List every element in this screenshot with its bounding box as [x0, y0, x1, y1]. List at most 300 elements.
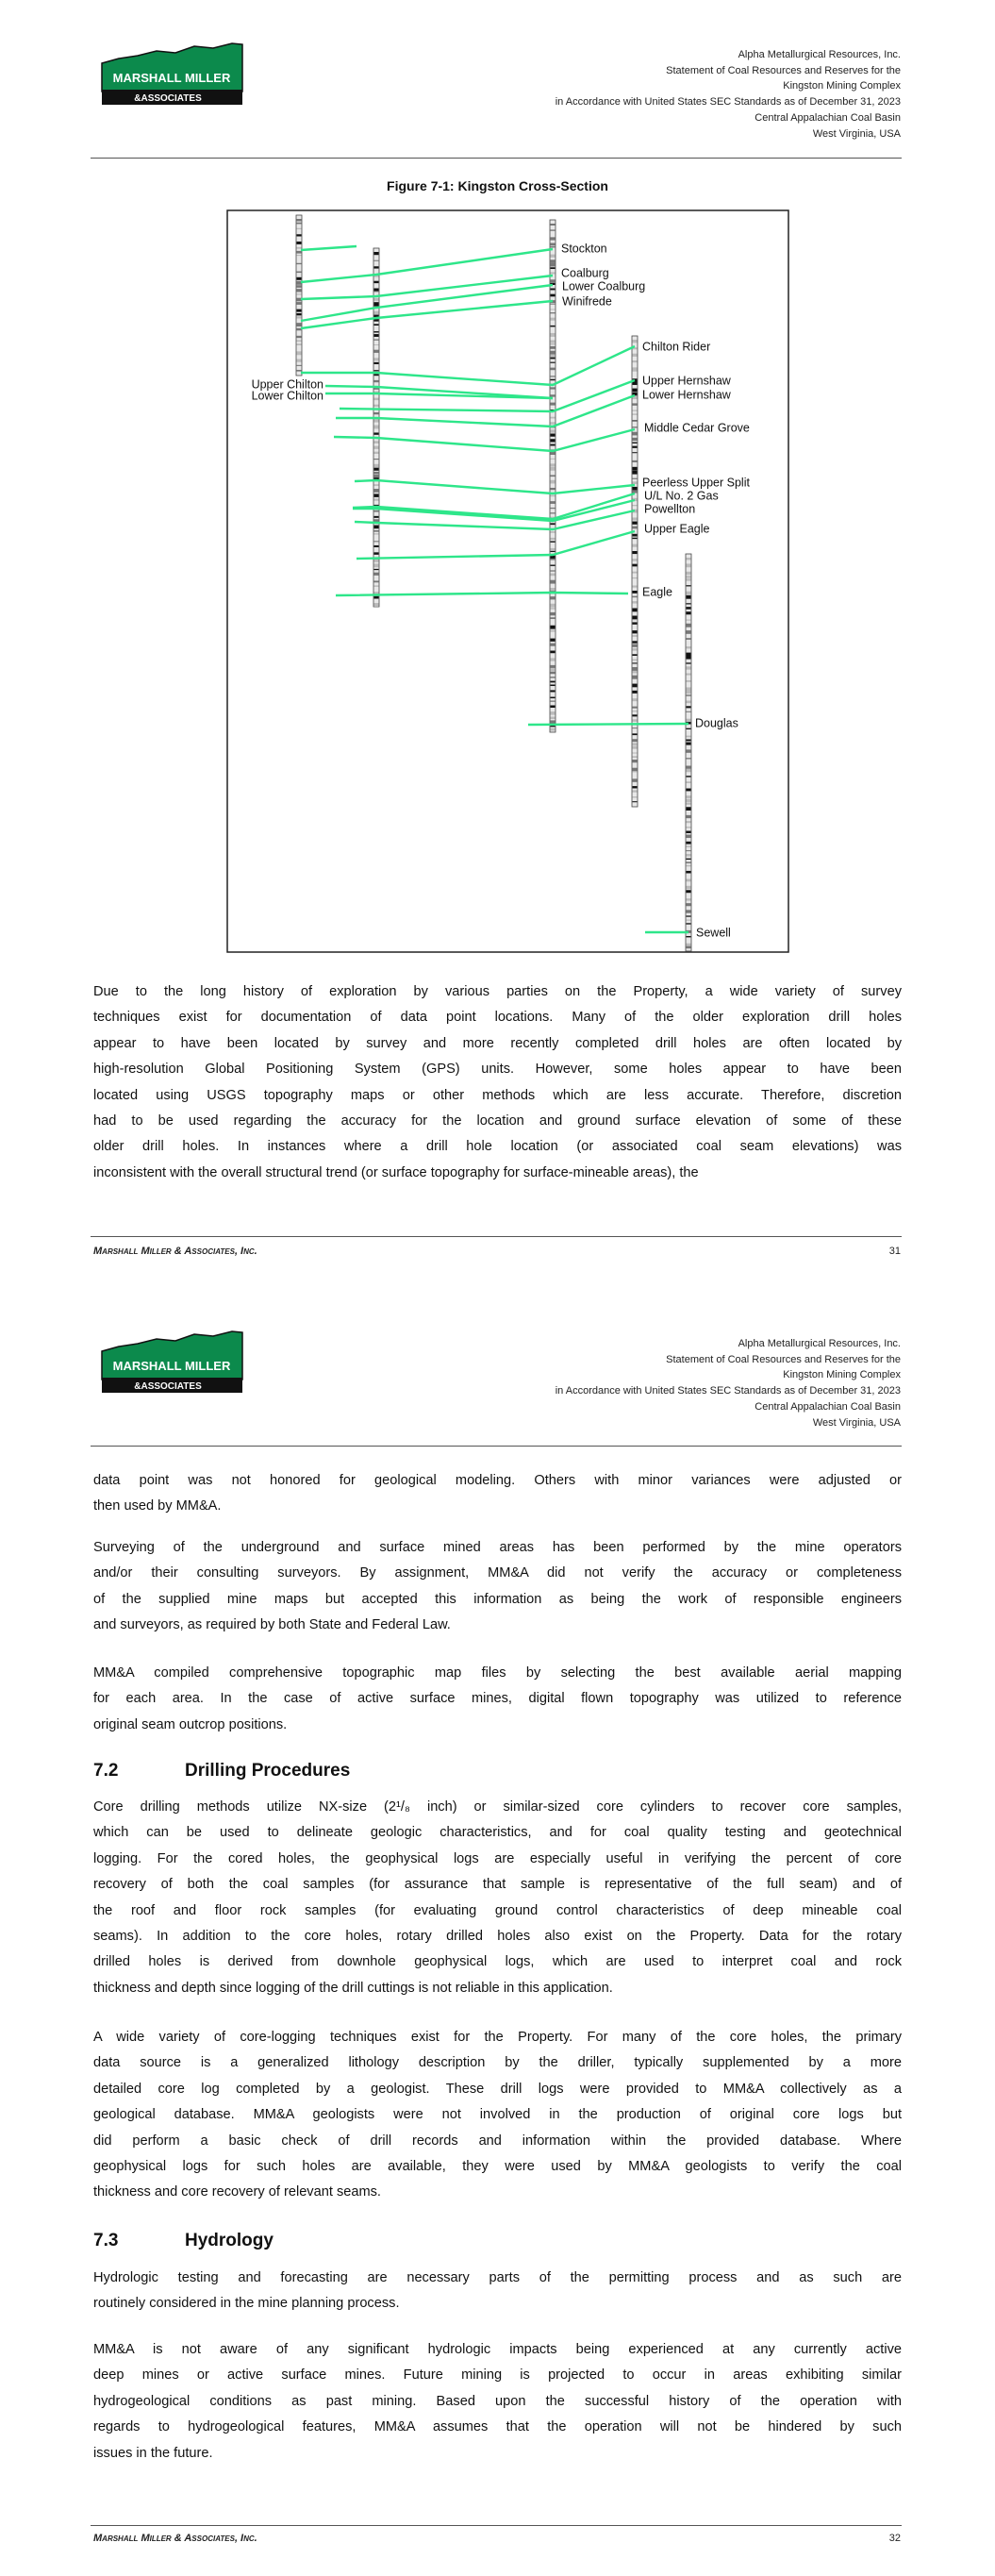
- lithology-band: [551, 574, 556, 577]
- lithology-band: [551, 417, 556, 419]
- lithology-band: [374, 339, 379, 340]
- lithology-band: [633, 760, 638, 762]
- lithology-band: [551, 333, 556, 337]
- header-line: Kingston Mining Complex: [783, 1369, 901, 1381]
- lithology-band: [633, 630, 638, 633]
- lithology-band: [687, 630, 691, 634]
- lithology-band: [297, 365, 302, 366]
- text-line: thickness and core recovery of relevant seams.: [93, 2184, 381, 2200]
- lithology-band: [297, 234, 302, 236]
- drill-hole-log: [632, 336, 638, 807]
- lithology-band: [551, 501, 556, 504]
- lithology-band: [633, 733, 638, 735]
- svg-text:MARSHALL MILLER: MARSHALL MILLER: [112, 71, 231, 85]
- lithology-band: [633, 354, 638, 357]
- lithology-band: [633, 719, 638, 722]
- lithology-band: [551, 538, 556, 540]
- lithology-band: [551, 617, 556, 619]
- seam-label: Winifrede: [562, 294, 612, 309]
- lithology-band: [551, 259, 556, 263]
- header-line: Statement of Coal Resources and Reserves for the: [666, 1353, 901, 1365]
- lithology-band: [633, 609, 638, 612]
- lithology-band: [551, 588, 556, 591]
- seam-label: Coalburg: [561, 266, 609, 280]
- lithology-band: [297, 313, 302, 315]
- lithology-band: [551, 488, 556, 490]
- lithology-band: [551, 701, 556, 702]
- lithology-band: [633, 660, 638, 661]
- lithology-band: [687, 646, 691, 648]
- lithology-band: [633, 768, 638, 772]
- lithology-band: [297, 370, 302, 372]
- lithology-band: [551, 294, 556, 297]
- lithology-band: [633, 752, 638, 753]
- lithology-band: [633, 743, 638, 745]
- text-line: for each area. In the case of active surface mines, digital flown topography was utilized to reference: [93, 1691, 902, 1707]
- lithology-band: [551, 229, 556, 230]
- lithology-band: [374, 298, 379, 301]
- seam-label: U/L No. 2 Gas: [644, 489, 719, 503]
- lithology-band: [633, 559, 638, 561]
- lithology-band: [374, 441, 379, 443]
- lithology-band: [374, 489, 379, 493]
- text-line: geophysical logs for such holes are available, they were used by MM&A geologists to verify the coal: [93, 2158, 902, 2174]
- lithology-band: [374, 552, 379, 554]
- lithology-band: [374, 432, 379, 434]
- lithology-band: [551, 267, 556, 269]
- lithology-band: [551, 403, 556, 406]
- lithology-band: [551, 379, 556, 380]
- lithology-band: [687, 879, 691, 882]
- lithology-band: [633, 596, 638, 598]
- page-header: [556, 47, 901, 142]
- lithology-band: [374, 545, 379, 547]
- figure-border: [227, 210, 788, 952]
- lithology-band: [551, 559, 556, 560]
- lithology-band: [551, 263, 556, 267]
- lithology-band: [687, 691, 691, 694]
- lithology-band: [633, 756, 638, 758]
- lithology-band: [551, 224, 556, 226]
- lithology-band: [551, 604, 556, 608]
- lithology-band: [374, 311, 379, 314]
- lithology-band: [297, 302, 302, 305]
- lithology-band: [687, 558, 691, 560]
- lithology-band: [374, 580, 379, 582]
- text-line: regards to hydrogeological features, MM&A assumes that the operation will not be hindered by such: [93, 2419, 902, 2435]
- text-line: inconsistent with the overall structural trend (or surface topography for surface-mineable areas), the: [93, 1164, 699, 1180]
- text-line: data source is a generalized lithology description by the driller, typically supplemented by a more: [93, 2055, 902, 2071]
- lithology-band: [551, 665, 556, 668]
- header-line: West Virginia, USA: [812, 1416, 901, 1429]
- lithology-band: [374, 324, 379, 326]
- section-title: Hydrology: [185, 2231, 274, 2250]
- seam-label: Stockton: [561, 242, 607, 256]
- lithology-band: [633, 796, 638, 797]
- lithology-band: [633, 644, 638, 647]
- lithology-band: [633, 446, 638, 448]
- svg-text:&ASSOCIATES: &ASSOCIATES: [134, 1381, 202, 1392]
- lithology-band: [687, 687, 691, 691]
- lithology-band: [633, 616, 638, 620]
- lithology-band: [551, 608, 556, 610]
- lithology-band: [687, 936, 691, 937]
- lithology-band: [687, 674, 691, 676]
- text-line: recovery of both the coal samples (for assurance that sample is representative of the full seam) and of: [93, 1877, 902, 1893]
- lithology-band: [551, 326, 556, 327]
- lithology-band: [633, 714, 638, 716]
- lithology-band: [687, 585, 691, 586]
- lithology-band: [374, 315, 379, 317]
- lithology-band: [551, 523, 556, 525]
- lithology-band: [687, 769, 691, 773]
- lithology-band: [551, 711, 556, 715]
- lithology-band: [687, 638, 691, 640]
- lithology-band: [687, 607, 691, 610]
- lithology-band: [687, 850, 691, 851]
- lithology-band: [374, 530, 379, 532]
- lithology-band: [374, 596, 379, 599]
- lithology-band: [687, 821, 691, 823]
- lithology-band: [551, 717, 556, 720]
- company-logo: [100, 42, 244, 107]
- lithology-band: [687, 898, 691, 900]
- lithology-band: [297, 263, 302, 264]
- seam-label: Upper Chilton: [251, 377, 323, 392]
- lithology-band: [551, 394, 556, 396]
- lithology-band: [551, 626, 556, 629]
- header-divider: [91, 1446, 902, 1447]
- header-line: in Accordance with United States SEC Standards as of December 31, 2023: [555, 1385, 901, 1397]
- lithology-band: [551, 444, 556, 446]
- lithology-band: [374, 266, 379, 268]
- lithology-band: [551, 596, 556, 599]
- lithology-band: [374, 425, 379, 428]
- text-line: appear to have been located by survey and more recently completed drill holes are often located by: [93, 1035, 902, 1051]
- lithology-band: [551, 531, 556, 533]
- lithology-band: [687, 706, 691, 708]
- seam-correlation-line: [528, 724, 688, 725]
- lithology-band: [687, 910, 691, 912]
- lithology-band: [374, 493, 379, 496]
- lithology-band: [551, 512, 556, 513]
- lithology-band: [551, 551, 556, 552]
- lithology-band: [633, 676, 638, 679]
- lithology-band: [687, 842, 691, 845]
- footer-divider: [91, 2525, 902, 2526]
- lithology-band: [551, 639, 556, 642]
- lithology-band: [633, 382, 638, 385]
- company-logo: [100, 1330, 244, 1395]
- lithology-band: [551, 429, 556, 432]
- lithology-band: [297, 360, 302, 362]
- text-line: located using USGS topography maps or other methods which are less accurate. Therefore, discretion: [93, 1087, 902, 1103]
- lithology-band: [687, 903, 691, 906]
- lithology-band: [633, 389, 638, 393]
- lithology-band: [551, 304, 556, 305]
- header-line: Central Appalachian Coal Basin: [755, 1400, 901, 1413]
- lithology-band: [551, 362, 556, 363]
- lithology-band: [633, 698, 638, 701]
- lithology-band: [374, 302, 379, 305]
- section-heading-7-3: [93, 2231, 274, 2251]
- lithology-band: [551, 720, 556, 724]
- text-line: thickness and depth since logging of the drill cuttings is not reliable in this application.: [93, 1980, 613, 1996]
- lithology-band: [551, 387, 556, 389]
- lithology-band: [297, 219, 302, 221]
- lithology-band: [551, 644, 556, 646]
- lithology-band: [551, 355, 556, 358]
- lithology-band: [687, 827, 691, 828]
- text-line: MM&A compiled comprehensive topographic map files by selecting the best available aerial mapping: [93, 1665, 902, 1681]
- lithology-band: [687, 620, 691, 621]
- lithology-band: [551, 368, 556, 371]
- lithology-band: [297, 343, 302, 345]
- lithology-band: [633, 778, 638, 781]
- text-line: and/or their consulting surveyors. By assignment, MM&A did not verify the accuracy or completeness: [93, 1565, 902, 1581]
- lithology-band: [374, 484, 379, 486]
- lithology-band: [551, 246, 556, 247]
- lithology-band: [687, 831, 691, 833]
- seam-label: Chilton Rider: [642, 340, 711, 354]
- lithology-band: [297, 336, 302, 338]
- lithology-band: [551, 508, 556, 509]
- page-number: 32: [888, 2533, 901, 2544]
- lithology-band: [687, 815, 691, 818]
- lithology-band: [551, 358, 556, 360]
- lithology-band: [297, 289, 302, 292]
- lithology-band: [551, 452, 556, 454]
- footer-divider: [91, 1236, 902, 1237]
- lithology-band: [687, 776, 691, 777]
- header-line: West Virginia, USA: [812, 127, 901, 140]
- seam-label: Eagle: [642, 585, 672, 599]
- lithology-band: [633, 438, 638, 441]
- lithology-band: [633, 370, 638, 371]
- lithology-band: [551, 658, 556, 661]
- seam-label: Douglas: [695, 716, 738, 730]
- lithology-band: [633, 420, 638, 421]
- text-line: older drill holes. In instances where a drill hole location (or associated coal seam elevations) was: [93, 1139, 902, 1155]
- lithology-band: [551, 495, 556, 497]
- lithology-band: [551, 351, 556, 355]
- lithology-band: [374, 281, 379, 283]
- lithology-band: [551, 475, 556, 477]
- lithology-band: [687, 743, 691, 745]
- lithology-band: [687, 915, 691, 916]
- header-line: in Accordance with United States SEC Standards as of December 31, 2023: [555, 96, 901, 109]
- text-line: data point was not honored for geological modeling. Others with minor variances were adjusted or: [93, 1473, 902, 1488]
- lithology-band: [687, 572, 691, 575]
- lithology-band: [374, 288, 379, 292]
- lithology-band: [687, 624, 691, 627]
- lithology-band: [551, 697, 556, 699]
- lithology-band: [374, 292, 379, 293]
- lithology-band: [551, 684, 556, 686]
- lithology-band: [551, 467, 556, 471]
- lithology-band: [687, 803, 691, 805]
- lithology-band: [297, 340, 302, 342]
- lithology-band: [551, 243, 556, 246]
- lithology-band: [374, 350, 379, 353]
- lithology-band: [687, 854, 691, 857]
- lithology-band: [633, 432, 638, 436]
- lithology-band: [551, 541, 556, 542]
- lithology-band: [374, 334, 379, 337]
- section-title: Drilling Procedures: [185, 1761, 351, 1781]
- lithology-band: [551, 480, 556, 484]
- header-line: Statement of Coal Resources and Reserves for the: [666, 64, 901, 76]
- lithology-band: [633, 619, 638, 620]
- lithology-band: [633, 487, 638, 491]
- text-line: had to be used regarding the accuracy for the location and ground surface elevation of some of these: [93, 1112, 902, 1129]
- lithology-band: [633, 360, 638, 362]
- lithology-band: [687, 740, 691, 742]
- lithology-band: [297, 323, 302, 326]
- lithology-band: [687, 890, 691, 893]
- body-paragraph: [93, 2337, 902, 2467]
- lithology-band: [374, 412, 379, 414]
- lithology-band: [374, 510, 379, 512]
- figure-caption: Figure 7-1: Kingston Cross-Section: [387, 178, 608, 193]
- lithology-band: [551, 346, 556, 349]
- lithology-band: [297, 247, 302, 249]
- lithology-band: [297, 298, 302, 302]
- lithology-band: [633, 790, 638, 792]
- lithology-band: [551, 439, 556, 442]
- lithology-band: [687, 728, 691, 729]
- lithology-band: [551, 312, 556, 313]
- lithology-band: [633, 544, 638, 547]
- text-line: of the supplied mine maps but accepted this information as being the work of responsible engineers: [93, 1591, 902, 1607]
- lithology-band: [374, 362, 379, 364]
- lithology-band: [687, 680, 691, 682]
- lithology-band: [633, 452, 638, 453]
- lithology-band: [633, 534, 638, 537]
- lithology-band: [297, 272, 302, 274]
- text-line: original seam outcrop positions.: [93, 1716, 288, 1732]
- lithology-band: [633, 691, 638, 694]
- lithology-band: [633, 460, 638, 462]
- lithology-band: [633, 481, 638, 484]
- lithology-band: [551, 434, 556, 437]
- seam-label: Upper Hernshaw: [642, 374, 731, 388]
- text-line: Surveying of the underground and surface mined areas has been performed by the mine operators: [93, 1540, 902, 1555]
- lithology-band: [687, 861, 691, 863]
- lithology-band: [687, 795, 691, 798]
- lithology-band: [687, 603, 691, 604]
- page-header: [556, 1336, 901, 1430]
- text-line: deep mines or active surface mines. Future mining is projected to occur in areas exhibiting similar: [93, 2367, 902, 2384]
- lithology-band: [633, 635, 638, 637]
- lithology-band: [374, 573, 379, 576]
- lithology-band: [551, 237, 556, 240]
- lithology-band: [633, 564, 638, 567]
- header-line: Alpha Metallurgical Resources, Inc.: [738, 49, 901, 60]
- section-heading-7-2: [93, 1761, 350, 1781]
- seam-label: Upper Eagle: [644, 522, 710, 536]
- lithology-band: [633, 572, 638, 574]
- lithology-band: [297, 351, 302, 355]
- lithology-band: [633, 413, 638, 414]
- lithology-band: [687, 719, 691, 723]
- svg-text:&ASSOCIATES: &ASSOCIATES: [134, 93, 202, 104]
- lithology-band: [633, 662, 638, 663]
- lithology-band: [297, 277, 302, 280]
- body-paragraph: [93, 1795, 902, 2001]
- kingston-cross-section-figure: [226, 209, 790, 953]
- lithology-band: [687, 662, 691, 663]
- lithology-band: [551, 690, 556, 692]
- lithology-band: [374, 419, 379, 422]
- lithology-band: [374, 405, 379, 407]
- lithology-band: [633, 739, 638, 742]
- text-line: logging. For the cored holes, the geophysical logs are especially useful in verifying the percent of core: [93, 1850, 902, 1866]
- text-line: which can be used to delineate geologic characteristics, and for coal quality testing and geotechnical: [93, 1825, 902, 1841]
- text-line: issues in the future.: [93, 2445, 213, 2461]
- lithology-band: [633, 471, 638, 475]
- lithology-band: [551, 705, 556, 708]
- lithology-band: [633, 585, 638, 587]
- footer-company: Marshall Miller & Associates, Inc.: [93, 1246, 257, 1257]
- section-number: 7.3: [93, 2231, 119, 2250]
- text-line: seams). In addition to the core holes, rotary drilled holes also exist on the Property. Data for the rotary: [93, 1928, 902, 1944]
- text-line: detailed core log completed by a geologist. These drill logs were provided to MM&A collectively as a: [93, 2081, 902, 2097]
- lithology-band: [374, 452, 379, 454]
- lithology-band: [633, 467, 638, 471]
- lithology-band: [687, 653, 691, 657]
- text-line: routinely considered in the mine planning process.: [93, 2296, 400, 2312]
- lithology-band: [551, 668, 556, 671]
- lithology-band: [374, 380, 379, 382]
- lithology-band: [633, 654, 638, 656]
- lithology-band: [687, 592, 691, 594]
- lithology-band: [297, 309, 302, 312]
- lithology-band: [633, 648, 638, 651]
- lithology-band: [297, 281, 302, 285]
- text-line: A wide variety of core-logging techniques exist for the Property. For many of the core holes, the primary: [93, 2030, 902, 2045]
- lithology-band: [374, 526, 379, 529]
- lithology-band: [633, 478, 638, 479]
- lithology-band: [551, 580, 556, 584]
- lithology-band: [687, 871, 691, 874]
- lithology-band: [551, 255, 556, 258]
- lithology-band: [687, 859, 691, 860]
- lithology-band: [374, 468, 379, 471]
- section-number: 7.2: [93, 1761, 119, 1781]
- lithology-band: [374, 398, 379, 400]
- lithology-band: [687, 749, 691, 752]
- lithology-band: [297, 228, 302, 229]
- lithology-band: [551, 272, 556, 274]
- seam-label: Lower Chilton: [251, 389, 323, 403]
- lithology-band: [633, 801, 638, 802]
- seam-label: Peerless Upper Split: [642, 476, 750, 490]
- lithology-band: [374, 533, 379, 534]
- text-line: drilled holes is derived from downhole geophysical logs, which are used to interpret coal and rock: [93, 1954, 902, 1970]
- lithology-band: [687, 563, 691, 567]
- lithology-band: [633, 771, 638, 772]
- lithology-band: [687, 656, 691, 660]
- lithology-band: [633, 622, 638, 624]
- lithology-band: [551, 279, 556, 282]
- body-paragraph: [93, 2025, 902, 2206]
- lithology-band: [551, 681, 556, 683]
- lithology-band: [687, 611, 691, 614]
- lithology-band: [633, 601, 638, 603]
- lithology-band: [687, 736, 691, 738]
- lithology-band: [551, 570, 556, 571]
